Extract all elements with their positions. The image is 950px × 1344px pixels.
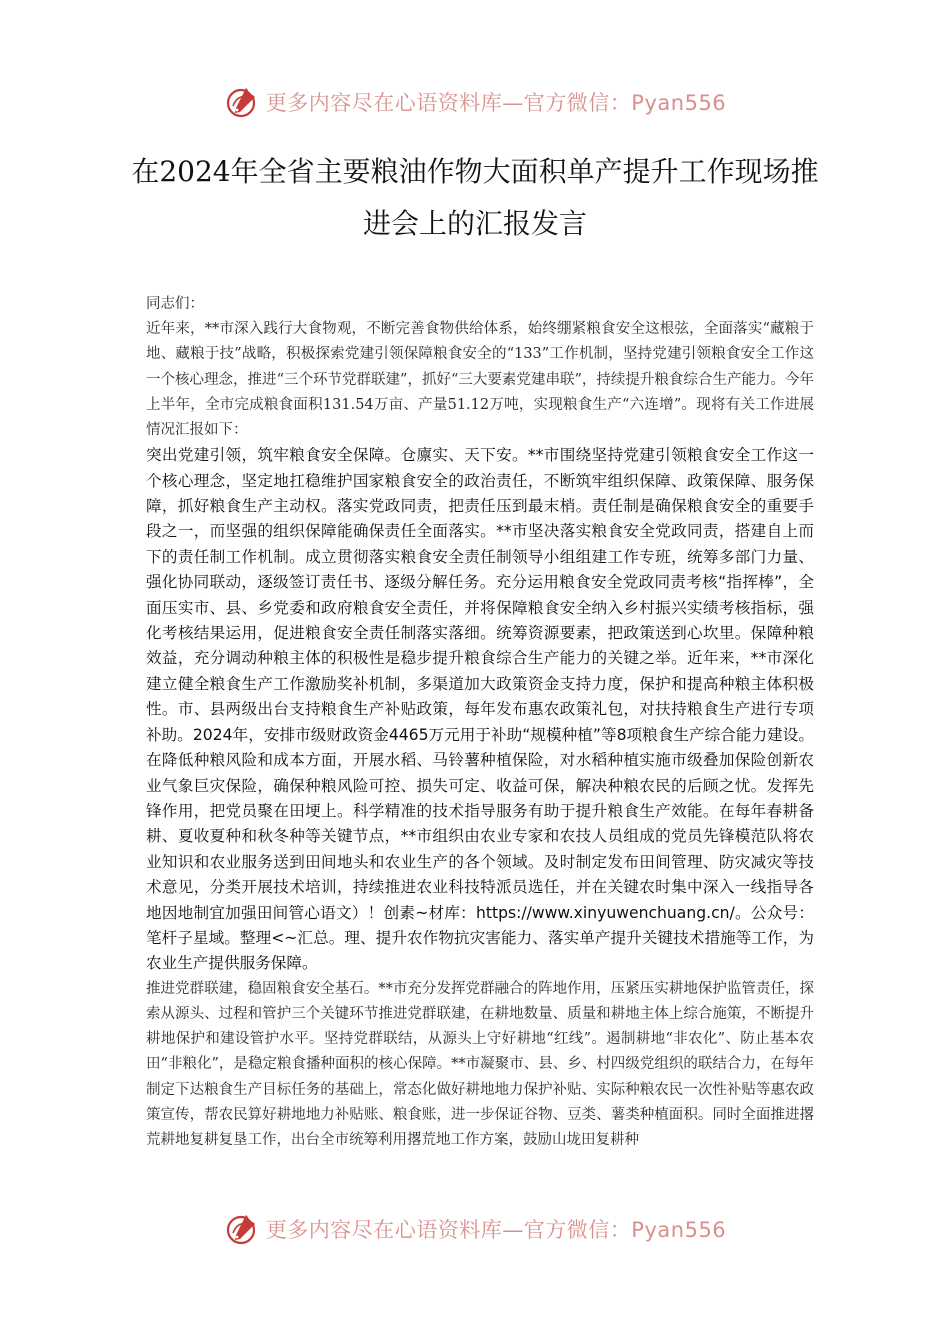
section-two-paragraph: 推进党群联建，稳固粮食安全基石。**市充分发挥党群融合的阵地作用，压紧压实耕地保护监管责任，探索从源头、过程和管护三个关键环节推进党群联建，在耕地数量、质量和耕地主体上综合施策，不断提升耕地保护和建设管护水平。坚持党群联结，从源头上守好耕地“红线”。遏制耕地“非农化”、防止基本农田“非粮化”，是稳定粮食播种面积的核心保障。**市凝聚市、县、乡、村四级党组织的联结合力，在每年制定下达粮食生产目标任务的基础上，常态化做好耕地地力保护补贴、实际种粮农民一次性补贴等惠农政策宣传，帮农民算好耕地地力补贴账、粮食账，进一步保证谷物、豆类、薯类种植面积。同时全面推进撂荒耕地复耕复垦工作，出台全市统筹利用撂荒地工作方案，鼓励山垅田复耕种 <box>146 980 814 1148</box>
document-title: 在2024年全省主要粮油作物大面积单产提升工作现场推进会上的汇报发言 <box>131 155 819 240</box>
salutation: 同志们： <box>146 296 204 312</box>
section-one-paragraph: 突出党建引领，筑牢粮食安全保障。仓廪实、天下安。**市围绕坚持党建引领粮食安全工作这一个核心理念，坚定地扛稳维护国家粮食安全的政治责任，不断筑牢组织保障、政策保障、服务保障，抓好粮食生产主动权。落实党政同责，把责任压到最末梢。责任制是确保粮食安全的重要手段之一，而坚强的组织保障能确保责任全面落实。**市坚决落实粮食安全党政同责，搭建自上而下的责任制工作机制。成立贯彻落实粮食安全责任制领导小组组建工作专班，统筹多部门力量、强化协同联动，逐级签订责任书、逐级分解任务。充分运用粮食安全党政同责考核“指挥棒”，全面压实市、县、乡党委和政府粮食安全责任，并将保障粮食安全纳入乡村振兴实绩考核指标，强化考核结果运用，促进粮食安全责任制落实落细。统筹资源要素，把政策送到心坎里。保障种粮效益，充分调动种粮主体的积极性是稳步提升粮食综合生产能力的关键之举。近年来，**市深化建立健全粮食生产工作激励奖补机制，多渠道加大政策资金支持力度，保护和提高种粮主体积极性。市、县两级出台支持粮食生产补贴政策，每年发布惠农政策礼包，对扶持粮食生产进行专项补助。2024年，安排市级财政资金4465万元用于补助“规模种植”等8项粮食生产综合能力建设。在降低种粮风险和成本方面，开展水稻、马铃薯种植保险，对水稻种植实施市级叠加保险创新农业气象巨灾保险，确保种粮风险可控、损失可定、收益可保，解决种粮农民的后顾之忧。发挥先锋作用，把党员聚在田埂上。科学精准的技术指导服务有助于提升粮食生产效能。在每年春耕备耕、夏收夏种和秋冬种等关键节点，**市组织由农业专家和农技人员组成的党员先锋模范队将农业知识和农业服务送到田间地头和农业生产的各个领域。及时制定发布田间管理、防灾减灾等技术意见，分类开展技术培训，持续推进农业科技特派员选任，并在关键农时集中深入一线指导各地因地制宜加强田间管心语文）！创素~材库：https://www.xinyuwenchuang.cn/。公众号：笔杆子星域。整理<~汇总。理、提升农作物抗灾害能力、落实单产提升关键技术措施等工作，为农业生产提供服务保障。 <box>146 446 814 973</box>
watermark-text: 更多内容尽在心语资料库—官方微信：Pyan556 <box>265 1218 727 1242</box>
pen-logo-icon <box>224 84 260 120</box>
footer-watermark-banner <box>0 1207 950 1251</box>
intro-paragraph: 近年来，**市深入践行大食物观，不断完善食物供给体系，始终绷紧粮食安全这根弦，全面落实“藏粮于地、藏粮于技”战略，积极探索党建引领保障粮食安全的“133”工作机制，坚持党建引领粮食安全工作这一个核心理念，推进“三个环节党群联建”，抓好“三大要素党建串联”，持续提升粮食综合生产能力。今年上半年，全市完成粮食面积131.54万亩、产量51.12万吨，实现粮食生产“六连增”。现将有关工作进展情况汇报如下： <box>146 321 814 439</box>
pen-logo-icon <box>224 1211 260 1247</box>
watermark-text: 更多内容尽在心语资料库—官方微信：Pyan556 <box>265 91 727 115</box>
header-watermark-banner <box>0 80 950 124</box>
document-body <box>146 292 814 1153</box>
